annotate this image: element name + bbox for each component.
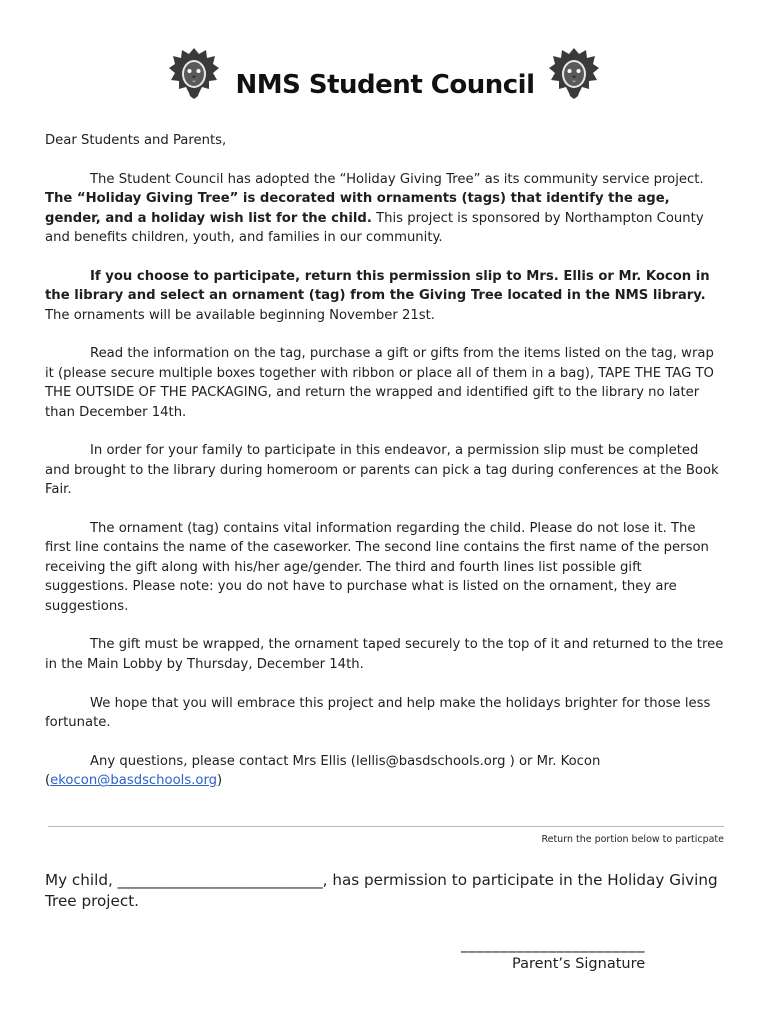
participate-tail-text: The ornaments will be available beginning November 21st. (45, 307, 435, 323)
paragraph-permission-info: In order for your family to participate in this endeavor, a permission slip must be completed and brought to the library during homeroom or parents can pick a tag during conferences at the Book Fair. (45, 443, 719, 498)
contact-text: Any questions, please contact Mrs Ellis (lellis@basdschools.org ) or Mr. Kocon (90, 753, 601, 769)
divider-line (48, 826, 724, 827)
intro-bold-text: The “Holiday Giving Tree” is decorated with ornaments (tags) that identify the age, gender, and a holiday wish list for the child. (45, 191, 670, 226)
signature-label: Parent’s Signature (512, 956, 646, 972)
perm-end: , has permission to participate in the Holiday Giving Tree project. (45, 871, 718, 910)
letter-header (0, 46, 770, 116)
paragraph-closing: We hope that you will embrace this project and help make the holidays brighter for those less fortunate. (45, 695, 711, 731)
lion-head-icon (548, 46, 600, 102)
paragraph-deadline: The gift must be wrapped, the ornament taped securely to the top of it and returned to the tree in the Main Lobby by Thursday, December 14th. (45, 637, 724, 672)
perm-start: My child, (45, 871, 113, 889)
email-link-kocon[interactable]: ekocon@basdschools.org (50, 773, 218, 789)
permission-statement (45, 870, 725, 912)
signature-line[interactable]: _______________________ (461, 935, 645, 953)
page-title: NMS Student Council (235, 70, 535, 100)
paragraph-ornament-info: The ornament (tag) contains vital information regarding the child. Please do not lose it. The first line contains the name of the caseworker. The second line contains the first name of the person receiving the gift along with his/her age/gender. The third and fourth lines list possible gift suggestions. Please note: you do not have to purchase what is listed on the ornament, they are suggestions. (45, 521, 709, 614)
intro-tail-text: This project is sponsored by Northampton County and benefits children, youth, and families in our community. (45, 210, 704, 246)
paragraph-instructions: Read the information on the tag, purchase a gift or gifts from the items listed on the tag, wrap it (please secure multiple boxes together with ribbon or place all of them in a bag), TAPE THE TAG TO THE OUTSIDE OF THE PACKAGING, and return the wrapped and identified gift to the library no later than December 14th. (45, 346, 714, 420)
letter-body (45, 131, 725, 810)
participate-bold-text: If you choose to participate, return this permission slip to Mrs. Ellis or Mr. Kocon in the library and select an ornament (tag) from the Giving Tree located in the NMS library. (45, 268, 710, 304)
greeting: Dear Students and Parents, (45, 133, 227, 148)
paragraph-participate (45, 267, 725, 325)
contact-close-paren: ) (217, 773, 223, 789)
intro-text: The Student Council has adopted the “Holiday Giving Tree” as its community service project. (90, 171, 704, 187)
paragraph-intro (45, 170, 725, 248)
child-name-blank[interactable]: ___________________________ (117, 871, 323, 889)
contact-open-paren: ( (45, 773, 51, 789)
return-note: Return the portion below to particpate (541, 834, 724, 845)
paragraph-contact (45, 752, 725, 791)
